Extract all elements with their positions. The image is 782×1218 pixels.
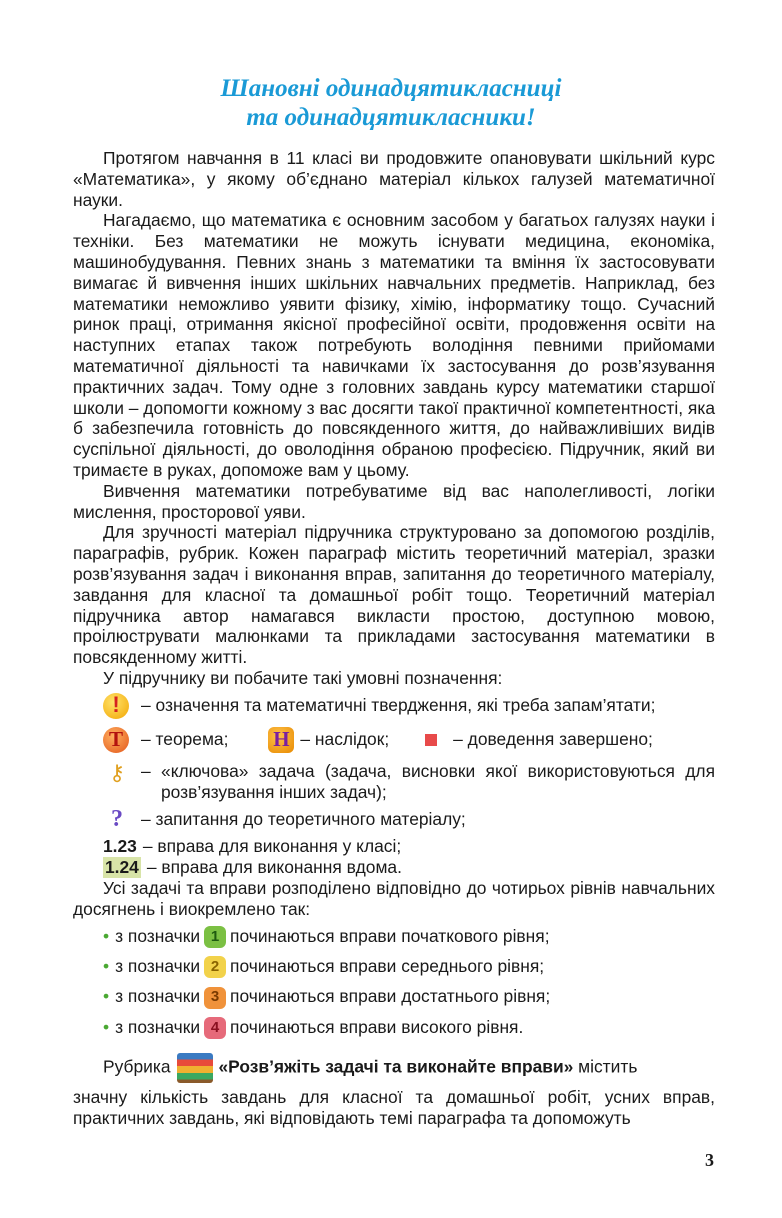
legend-theorem-row xyxy=(103,727,715,753)
rubric-text-1: містить xyxy=(578,1056,638,1077)
level-text: починаються вправи достатнього рівня; xyxy=(230,986,551,1007)
paragraph-legend-intro: У підручнику ви побачите такі умовні позначення: xyxy=(103,667,503,688)
level-text: починаються вправи початкового рівня; xyxy=(230,925,550,946)
level-item-1 xyxy=(103,926,715,948)
legend-questions xyxy=(103,806,715,832)
bullet-icon: • xyxy=(103,1016,110,1037)
level-text: починаються вправи високого рівня. xyxy=(230,1016,524,1037)
class-exercise-text: – вправа для виконання у класі; xyxy=(142,836,402,857)
level-3-icon: 3 xyxy=(204,987,226,1009)
rubric-prefix: Рубрика xyxy=(103,1056,171,1077)
rubric-line xyxy=(103,1053,715,1083)
books-icon xyxy=(177,1053,213,1083)
level-prefix: з позначки xyxy=(115,925,201,946)
legend-corollary-text: – наслідок; xyxy=(300,729,390,750)
title-line-1: Шановні одинадцятикласниці xyxy=(220,75,562,102)
paragraph-intro: Протягом навчання в 11 класі ви продовжите опановувати шкільний курс «Математика», у якому об’єднано матеріал кількох галузей математичної науки. xyxy=(73,148,715,210)
legend-remember-text: – означення та математичні твердження, які треба запам’ятати; xyxy=(141,695,656,716)
legend-theorem-text: – теорема; xyxy=(141,729,229,750)
rubric-name: «Розв’яжіть задачі та виконайте вправи» xyxy=(218,1056,574,1077)
home-exercise-number: 1.24 xyxy=(105,857,139,878)
level-item-4 xyxy=(103,1017,715,1039)
level-prefix: з позначки xyxy=(115,986,201,1007)
bullet-icon: • xyxy=(103,925,110,946)
class-exercise-number: 1.23 xyxy=(103,836,137,857)
legend-key-task-text: – «ключова» задача (задача, висновки якої використовуються для розв’язування інших задач); xyxy=(141,760,715,802)
paragraph-levels-intro: Усі задачі та вправи розподілено відповідно до чотирьох рівнів навчальних досягнень і виокремлено так: xyxy=(73,877,715,919)
bullet-icon: • xyxy=(103,986,110,1007)
paragraph-requirements: Вивчення математики потребуватиме від вас наполегливості, логіки мислення, просторової уяви. xyxy=(73,480,715,522)
question-icon: ? xyxy=(111,805,123,832)
legend-proof-text: – доведення завершено; xyxy=(453,729,653,750)
theorem-icon: T xyxy=(103,727,129,753)
home-exercise-text: – вправа для виконання вдома. xyxy=(146,857,402,878)
rubric-continuation: значну кількість завдань для класної та домашньої робіт, усних вправ, практичних завдань, які відповідають темі параграфа та допоможуть xyxy=(73,1087,715,1128)
proof-end-square-icon xyxy=(425,734,437,746)
exclamation-icon: ! xyxy=(103,693,129,719)
level-item-3 xyxy=(103,986,715,1008)
level-prefix: з позначки xyxy=(115,955,201,976)
level-2-icon: 2 xyxy=(204,956,226,978)
key-icon: ⚷ xyxy=(108,760,126,786)
legend-remember xyxy=(103,693,715,719)
corollary-icon: Н xyxy=(268,727,294,753)
level-text: починаються вправи середнього рівня; xyxy=(230,955,545,976)
bullet-icon: • xyxy=(103,955,110,976)
paragraph-importance: Нагадаємо, що математика є основним засобом у багатьох галузях науки і техніки. Без математики не можуть існувати медицина, економіка, машинобудування. Певних знань з математики та вміння їх застосовувати вимагає й вивчення інших шкільних навчальних предметів. Наприклад, без математики неможливо уявити фізику, хімію, інформатику тощо. Сучасний ринок праці, отримання якісної професійної освіти, продовження освіти на наступних етапах також потребують володіння певними прийомами математичної діяльності та навичками їх застосування до розв’язування практичних задач. Тому одне з головних завдань курсу математики старшої школи – допомогти кожному з вас досягти такої практичної компетентності, яка б забезпечила готовність до повсякденного життя, до найважливіших видів суспільної діяльності, до оволодіння обраною професією. Підручник, який ви тримаєте в руках, допоможе вам у цьому. xyxy=(73,210,715,480)
legend-questions-text: – запитання до теоретичного матеріалу; xyxy=(141,808,466,829)
level-4-icon: 4 xyxy=(204,1017,226,1039)
paragraph-structure: Для зручності матеріал підручника структуровано за допомогою розділів, параграфів, рубрик. Кожен параграф містить теоретичний матеріал, зразки розв’язування задач і виконання вправ, запитання до теоретичного матеріалу, завдання для класної та домашньої робіт тощо. Теоретичний матеріал підручника автор намагався викласти простою, доступною мовою, проілюструвати малюнками та прикладами застосування математики в повсякденному житті. xyxy=(73,522,715,668)
legend-class-exercise xyxy=(103,836,715,857)
level-prefix: з позначки xyxy=(115,1016,201,1037)
level-1-icon: 1 xyxy=(204,926,226,948)
main-text xyxy=(73,148,715,1129)
page-title xyxy=(0,74,782,132)
legend-key-task xyxy=(103,761,715,803)
page-number: 3 xyxy=(705,1150,714,1170)
level-item-2 xyxy=(103,956,715,978)
legend-home-exercise xyxy=(103,857,715,878)
title-line-2: та одинадцятикласники! xyxy=(246,104,536,131)
